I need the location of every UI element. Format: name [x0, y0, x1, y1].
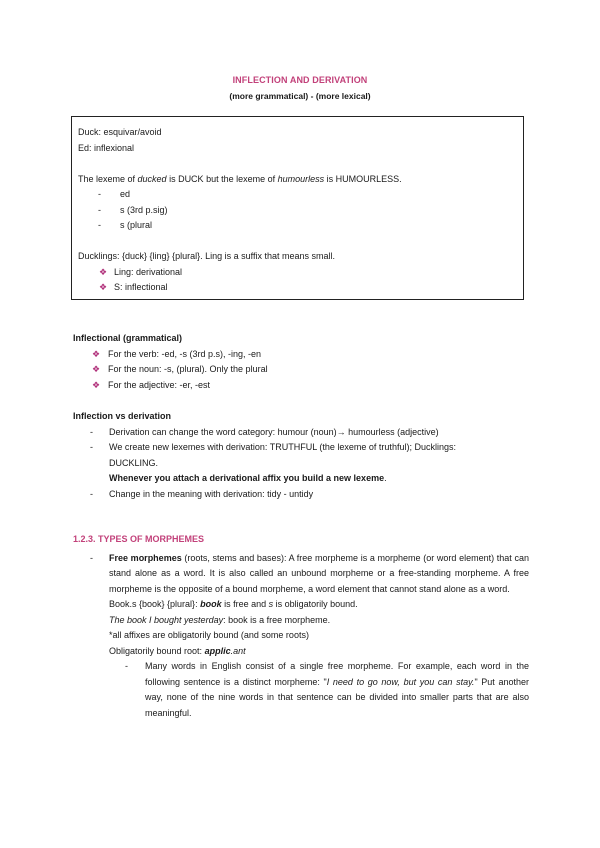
- inflection-vs-derivation-section: [73, 409, 533, 502]
- box-line-ed: Ed: inflexional: [78, 142, 135, 153]
- list-item: - Derivation can change the word category: humour (noun)→ humourless (adjective): [90, 426, 439, 437]
- box-diamond-item: ❖ Ling: derivational: [78, 265, 517, 281]
- page-subtitle: (more grammatical) - (more lexical): [229, 91, 371, 101]
- section-heading-inflection-vs-derivation: Inflection vs derivation: [73, 411, 172, 421]
- list-item: - Change in the meaning with derivation: tidy - untidy: [90, 488, 314, 499]
- section-heading-inflectional: Inflectional (grammatical): [73, 333, 183, 343]
- diamond-bullet-icon: ❖: [99, 282, 108, 292]
- list-item: ❖ For the adjective: -er, -est: [73, 378, 533, 394]
- diamond-bullet-icon: ❖: [92, 364, 101, 374]
- page-title: INFLECTION AND DERIVATION: [232, 75, 368, 85]
- list-item: - Free morphemes (roots, stems and bases): A free morpheme is a morpheme (or word element) that can stand alone as a word. It is also called an unbound morpheme or a free-standing morpheme. A free morpheme is the opposite of a bound morpheme, a word element that cannot stand alone as a word. Book.s {book} {plural}: book is free and s is obligatorily bound. The book I bought yesterday: book is a free morpheme. *all affixes are obligatorily bound (and some roots) Obligatorily bound root: applic.ant: [90, 552, 529, 656]
- section-heading-types: 1.2.3. TYPES OF MORPHEMES: [73, 534, 205, 544]
- free-morphemes-list: [73, 551, 529, 722]
- box-line-ducklings: Ducklings: {duck} {ling} {plural}. Ling is a suffix that means small.: [78, 251, 335, 261]
- box-line-duck: Duck: esquivar/avoid: [78, 127, 162, 137]
- diamond-bullet-icon: ❖: [92, 348, 101, 359]
- list-item: ❖ For the verb: -ed, -s (3rd p.s), -ing, -en: [73, 347, 533, 363]
- box-diamond-item: ❖ S: inflectional: [78, 280, 517, 296]
- diamond-bullet-icon: ❖: [92, 379, 101, 390]
- list-item: - We create new lexemes with derivation: TRUTHFUL (the lexeme of truthful); Ducklings: DUCKLING. Whenever you attach a derivational affix you build a new lexeme.: [90, 442, 456, 483]
- box-line-lexeme: The lexeme of ducked is DUCK but the lexeme of humourless is HUMOURLESS.: [78, 173, 402, 184]
- inflectional-section: [73, 331, 533, 393]
- box-dash-item: - s (plural: [98, 220, 153, 230]
- notes-box: [71, 116, 524, 300]
- box-dash-item: - ed: [98, 189, 131, 199]
- diamond-bullet-icon: ❖: [99, 266, 108, 277]
- types-of-morphemes-section: [73, 532, 529, 721]
- list-item: ❖ For the noun: -s, (plural). Only the plural: [73, 362, 533, 378]
- box-dash-item: - s (3rd p.sig): [98, 204, 168, 215]
- list-item: - Many words in English consist of a single free morpheme. For example, each word in the following sentence is a distinct morpheme: "I need to go now, but you can stay." Put another way, none of the nine words in that sentence can be divided into smaller parts that are also meaningful.: [125, 661, 529, 718]
